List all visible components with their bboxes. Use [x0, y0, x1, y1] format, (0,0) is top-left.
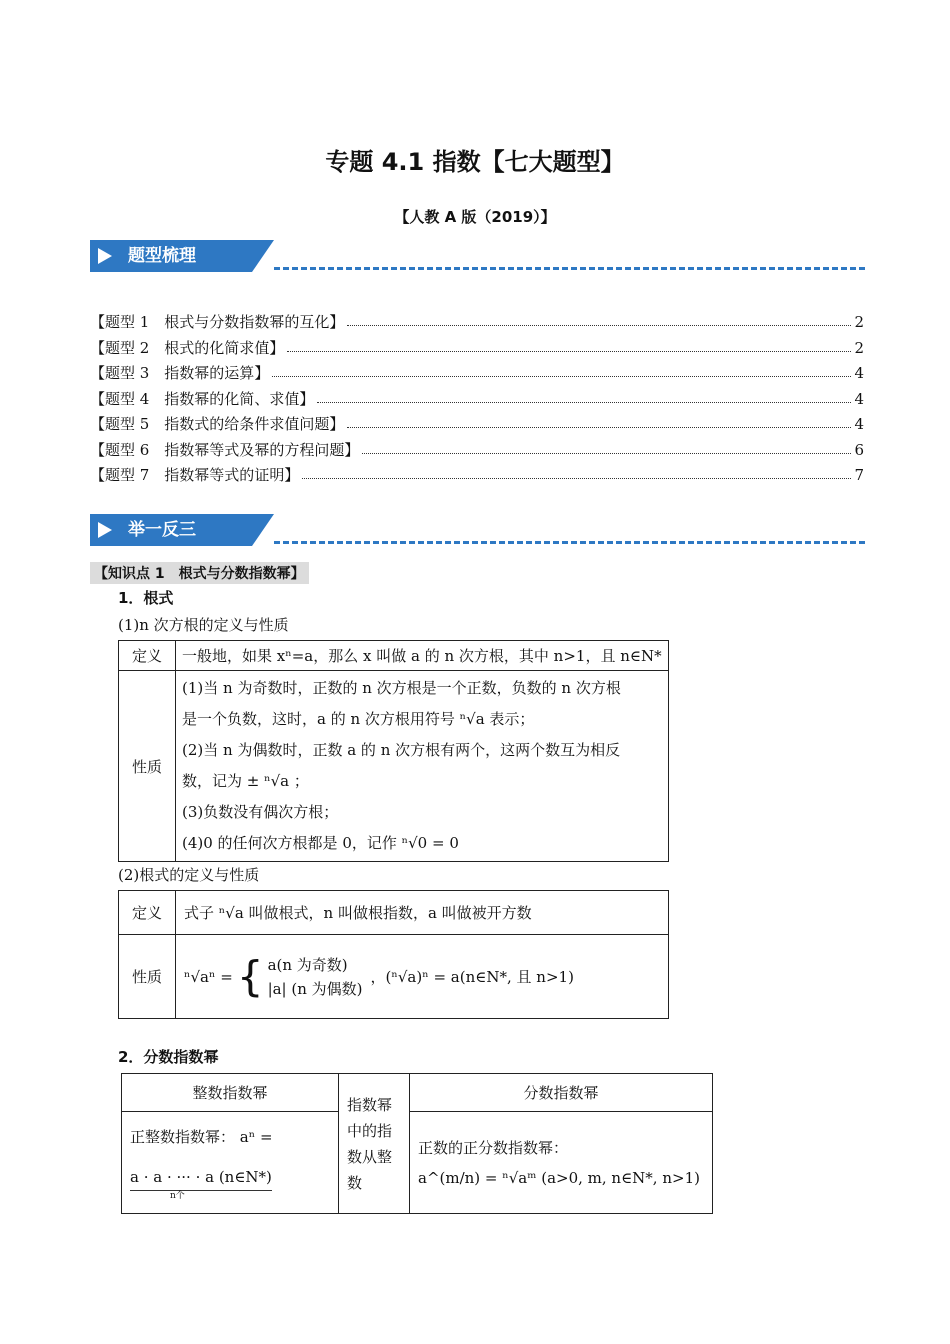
subsection-heading: (2)根式的定义与性质 — [118, 866, 260, 884]
banner-label: 举一反三 — [128, 520, 196, 540]
section-heading-fractional: 2．分数指数幂 — [118, 1048, 219, 1066]
fractional-exponent-cell: 正数的正分数指数幂： a^(m/n) = ⁿ√aᵐ (a>0, m, n∈N*, n>1) — [410, 1112, 713, 1214]
toc-item[interactable]: 【题型 7 指数幂等式的证明】 7 — [90, 463, 864, 489]
fractional-exponent-table — [121, 1073, 713, 1214]
play-icon — [98, 248, 112, 264]
toc-item[interactable]: 【题型 4 指数幂的化简、求值】 4 — [90, 387, 864, 413]
prop-formula: ⁿ√aⁿ = { a(n 为奇数) |a| (n 为偶数) ，(ⁿ√a)ⁿ = a(n∈N*, 且 n>1) — [176, 935, 669, 1019]
table-of-contents — [90, 310, 864, 489]
def-label: 定义 — [119, 641, 176, 671]
toc-item[interactable]: 【题型 2 根式的化简求值】 2 — [90, 336, 864, 362]
col-header-transition: 指数幂中的指数从整数 — [339, 1074, 410, 1214]
page-subtitle: 【人教 A 版（2019）】 — [394, 208, 556, 226]
radical-table — [118, 890, 669, 1019]
section-banner-examples — [90, 514, 865, 550]
page-title: 专题 4.1 指数【七大题型】 — [325, 148, 625, 176]
prop-label: 性质 — [119, 935, 176, 1019]
knowledge-point-heading: 【知识点 1 根式与分数指数幂】 — [90, 562, 309, 584]
section-banner-question-types — [90, 240, 865, 276]
toc-item[interactable]: 【题型 6 指数幂等式及幂的方程问题】 6 — [90, 438, 864, 464]
prop-text: (1)当 n 为奇数时，正数的 n 次方根是一个正数，负数的 n 次方根 是一个负数，这时，a 的 n 次方根用符号 ⁿ√a 表示； (2)当 n 为偶数时，正数 a 的 n 次方根有两个，这两个数互为相反 数，记为 ± ⁿ√a ； (3)负数没有偶次方根； (4)0 的任何次方根都是 0，记作 ⁿ√0 = 0 — [176, 671, 669, 862]
section-heading-radicals: 1．根式 — [118, 589, 174, 607]
def-label: 定义 — [119, 891, 176, 935]
integer-exponent-cell: 正整数指数幂： aⁿ = a · a · ··· · a (n∈N*) n个 — [122, 1112, 339, 1214]
prop-label: 性质 — [119, 671, 176, 862]
def-text: 式子 ⁿ√a 叫做根式，n 叫做根指数，a 叫做被开方数 — [176, 891, 669, 935]
subsection-heading: (1)n 次方根的定义与性质 — [118, 616, 289, 634]
toc-item[interactable]: 【题型 1 根式与分数指数幂的互化】 2 — [90, 310, 864, 336]
toc-item[interactable]: 【题型 3 指数幂的运算】 4 — [90, 361, 864, 387]
banner-label: 题型梳理 — [128, 246, 196, 266]
toc-item[interactable]: 【题型 5 指数式的给条件求值问题】 4 — [90, 412, 864, 438]
play-icon — [98, 522, 112, 538]
nth-root-table — [118, 640, 669, 862]
def-text: 一般地，如果 xⁿ=a，那么 x 叫做 a 的 n 次方根，其中 n>1，且 n∈N* — [176, 641, 669, 671]
col-header-fractional: 分数指数幂 — [410, 1074, 713, 1112]
col-header-integer: 整数指数幂 — [122, 1074, 339, 1112]
